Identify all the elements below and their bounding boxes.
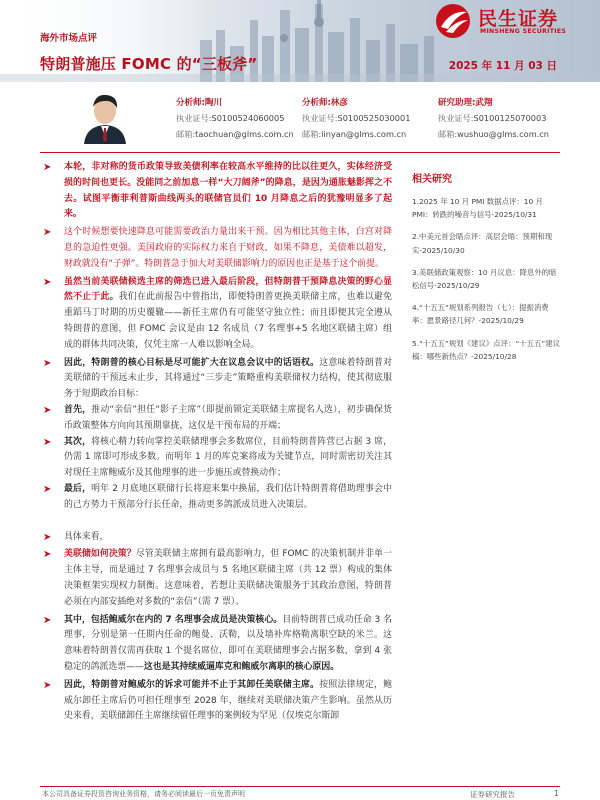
logo-text-cn: 民生证券 bbox=[478, 8, 559, 30]
bullet-arrow-icon: ➤ bbox=[43, 483, 52, 495]
body-paragraph bbox=[40, 403, 392, 435]
analyst-card-3 bbox=[438, 96, 549, 145]
cert-label: 执业证号: bbox=[302, 113, 338, 123]
emphasis-text: 美联储如何决策？ bbox=[64, 549, 136, 560]
report-title: 特朗普施压 FOMC 的“三板斧” bbox=[40, 55, 258, 73]
body-paragraph bbox=[40, 482, 392, 514]
paragraph-text: 按照法律规定，鲍威尔卸任主席后仍可担任理事至 2028 年，继续对美联储决策产生影响。虽然从历史来看，美联储卸任主席继续留任理事的案例较为罕见（仅埃克尔斯卸 bbox=[64, 679, 392, 722]
body-paragraph bbox=[40, 160, 392, 223]
report-body bbox=[40, 160, 392, 725]
footer-divider bbox=[40, 786, 560, 787]
paragraph-text: 明年 2 月底地区联储行长将迎来集中换届，我们估计特朗普将借助理事会中的己方势力干预部分行长任命，推动更多鸽派成员进入决策层。 bbox=[64, 483, 392, 510]
bullet-arrow-icon: ➤ bbox=[43, 357, 52, 369]
emphasis-text: 最后， bbox=[64, 483, 92, 494]
company-logo bbox=[434, 2, 584, 40]
bullet-arrow-icon: ➤ bbox=[43, 679, 52, 691]
paragraph-text: 具体来看， bbox=[64, 531, 109, 542]
body-paragraph bbox=[40, 547, 392, 610]
email-link[interactable]: linyan@glms.com.cn bbox=[321, 129, 407, 139]
emphasis-text: 首先， bbox=[64, 404, 92, 415]
related-report-link[interactable]: 2.中美元首会晤点评：高层会晤：预期和现实-2025/10/30 bbox=[412, 232, 553, 255]
bullet-arrow-icon: ➤ bbox=[43, 436, 52, 448]
minsheng-logo-icon bbox=[434, 2, 474, 40]
analyst-photo bbox=[76, 90, 134, 144]
emphasis-text: 虽然当前美联储候选主席的筛选已进入最后阶段，但特朗普干预降息决策的野心显然不止于此。 bbox=[64, 276, 392, 303]
header-divider bbox=[40, 152, 560, 153]
analyst-card-1 bbox=[176, 96, 294, 145]
paragraph-text: 这意味着特朗普对美联储的干预远未止步，其将通过“三步走”策略重构美联储权力结构，使其彻底服务于短期政治目标： bbox=[64, 357, 392, 400]
cert-label: 执业证号: bbox=[438, 113, 474, 123]
email-link[interactable]: wushuo@glms.com.cn bbox=[457, 129, 549, 139]
analyst-name: 陶川 bbox=[204, 98, 222, 108]
header-banner bbox=[0, 0, 600, 82]
related-report-link[interactable]: 3.美联储政策观察：10 月议息：降息外的暗松信号-2025/10/29 bbox=[412, 267, 557, 291]
related-research bbox=[412, 170, 562, 372]
body-paragraph bbox=[40, 678, 392, 725]
analyst-role: 分析师: bbox=[302, 98, 331, 108]
cert-label: 执业证号: bbox=[176, 113, 212, 123]
emphasis-text: 因此，特朗普的核心目标是尽可能扩大在议息会议中的话语权。 bbox=[64, 357, 320, 368]
emphasis-text: 这也是其持续威逼库克和鲍威尔离职的核心原因。 bbox=[143, 661, 340, 672]
bullet-arrow-icon: ➤ bbox=[43, 614, 52, 626]
cert-number: S0100125070003 bbox=[473, 113, 547, 123]
analyst-role: 研究助理: bbox=[438, 98, 476, 108]
email-link[interactable]: taochuan@glms.com.cn bbox=[195, 129, 294, 139]
body-paragraph bbox=[40, 225, 392, 272]
report-date: 2025 年 11 月 03 日 bbox=[448, 60, 557, 72]
report-category: 海外市场点评 bbox=[40, 33, 98, 44]
body-paragraph bbox=[40, 356, 392, 403]
paragraph-text: 尽管美联储主席拥有最高影响力，但 FOMC 的决策机制并非单一主体主导，而是通过 7 名理事会成员与 5 名地区联储主席（共 12 票）构成的集体决策框架实现权力制衡。这意味着，若想让美联储决策服务于其政治意图，特朗普必须在内部安插绝对多数的“亲信”（需 7 票）。 bbox=[64, 549, 393, 607]
footer-doc-type: 证券研究报告 bbox=[470, 790, 515, 799]
bullet-arrow-icon: ➤ bbox=[43, 404, 52, 416]
email-label: 邮箱: bbox=[302, 129, 322, 139]
bullet-arrow-icon: ➤ bbox=[43, 531, 52, 543]
body-paragraph bbox=[40, 435, 392, 482]
page-number: 1 bbox=[554, 789, 559, 798]
cert-number: S0100524060005 bbox=[211, 113, 285, 123]
emphasis-text: 因此，特朗普对鲍威尔的诉求可能并不止于其卸任美联储主席。 bbox=[64, 679, 320, 690]
body-paragraph bbox=[40, 530, 392, 546]
analyst-role: 分析师: bbox=[176, 98, 205, 108]
related-research-title: 相关研究 bbox=[412, 174, 452, 185]
paragraph-text: 将核心精力转向掌控美联储理事会多数席位，目前特朗普阵营已占据 3 席，仍需 1 席即可形成多数。而明年 1 月的库克案将成为关键节点，同时需密切关注其对现任主席鲍威尔及其他理事的进一步施压或替换动作； bbox=[64, 436, 392, 479]
bullet-arrow-icon: ➤ bbox=[43, 549, 52, 561]
footer-disclaimer: 本公司具备证券投资咨询业务资格，请务必阅读最后一页免责声明 bbox=[42, 790, 245, 798]
cert-number: S0100525030001 bbox=[337, 113, 411, 123]
related-report-link[interactable]: 4.“十五五”规划系列报告（七）：提振消费率：愿景路径几何？-2025/10/29 bbox=[412, 303, 549, 326]
analyst-card-2 bbox=[302, 96, 410, 145]
body-paragraph bbox=[40, 275, 392, 354]
emphasis-text: 这个时候想要快速降息可能需要政治力量出来干预。因为相比其他主体，白宫对降息的急迫性更强。美国政府的实际权力来自于财政，如果不降息，美债难以超发，财政就没有“子弹”。特朗普急于加大对美联储影响力的原因也正是基于这个前提。 bbox=[64, 227, 392, 269]
body-paragraph bbox=[40, 613, 392, 676]
analyst-name: 林彦 bbox=[330, 98, 348, 108]
related-report-link[interactable]: 5.“十五五”规划《建议》点评：“十五五”建议稿：哪些新热点？-2025/10/28 bbox=[412, 338, 561, 361]
paragraph-text: 目前特朗普已成功任命 3 名理事，分别是第一任期内任命的鲍曼、沃勒，以及墙补库格勒离职空缺的米兰。这意味着特朗普仅需再获取 1 个提名席位，即可在美联储理事会占据多数，拿到 4 张稳定的鸽派选票—— bbox=[64, 614, 392, 672]
email-label: 邮箱: bbox=[438, 129, 458, 139]
paragraph-text: 我们在此前报告中曾指出，即便特朗普更换美联储主席，也难以避免重蹈马丁时期的历史覆辙——新任主席仍有可能坚守独立性；而且即便其完全遵从特朗普的意图，但 FOMC 会议是由 12 名成员（7 名理事+5 名地区联储主席）组成的群体共同决策，仅凭主席一人难以影响全局。 bbox=[64, 292, 393, 350]
related-report-link[interactable]: 1.2025 年 10 月 PMI 数据点评：10 月 PMI：转跌的噪音与信号-2025/10/31 bbox=[412, 197, 543, 220]
bullet-arrow-icon: ➤ bbox=[43, 162, 52, 173]
emphasis-text: 其次， bbox=[64, 436, 92, 447]
bullet-arrow-icon: ➤ bbox=[43, 276, 52, 288]
bullet-arrow-icon: ➤ bbox=[43, 227, 52, 239]
emphasis-text: 本轮，非对称的货币政策导致美债利率在较高水平维持的比以往更久，实体经济受损的时间也更长。没能同之前加息一样“大刀阔斧”的降息，是因为通胀魅影挥之不去。试图平衡菲利普斯曲线两头的联储官员们 10 月降息之后的犹豫明显多了起来。 bbox=[64, 162, 392, 220]
email-label: 邮箱: bbox=[176, 129, 196, 139]
emphasis-text: 其中，包括鲍威尔在内的 7 名理事会成员是决策核心。 bbox=[64, 614, 283, 625]
paragraph-text: 推动“亲信”担任“影子主席”（即提前锁定美联储主席提名人选），初步确保货币政策整体方向向其预期靠拢，这仅是干预布局的开端； bbox=[64, 404, 393, 431]
logo-text-en: MINSHENG SECURITIES bbox=[480, 28, 567, 35]
analyst-name: 武翔 bbox=[475, 98, 493, 108]
